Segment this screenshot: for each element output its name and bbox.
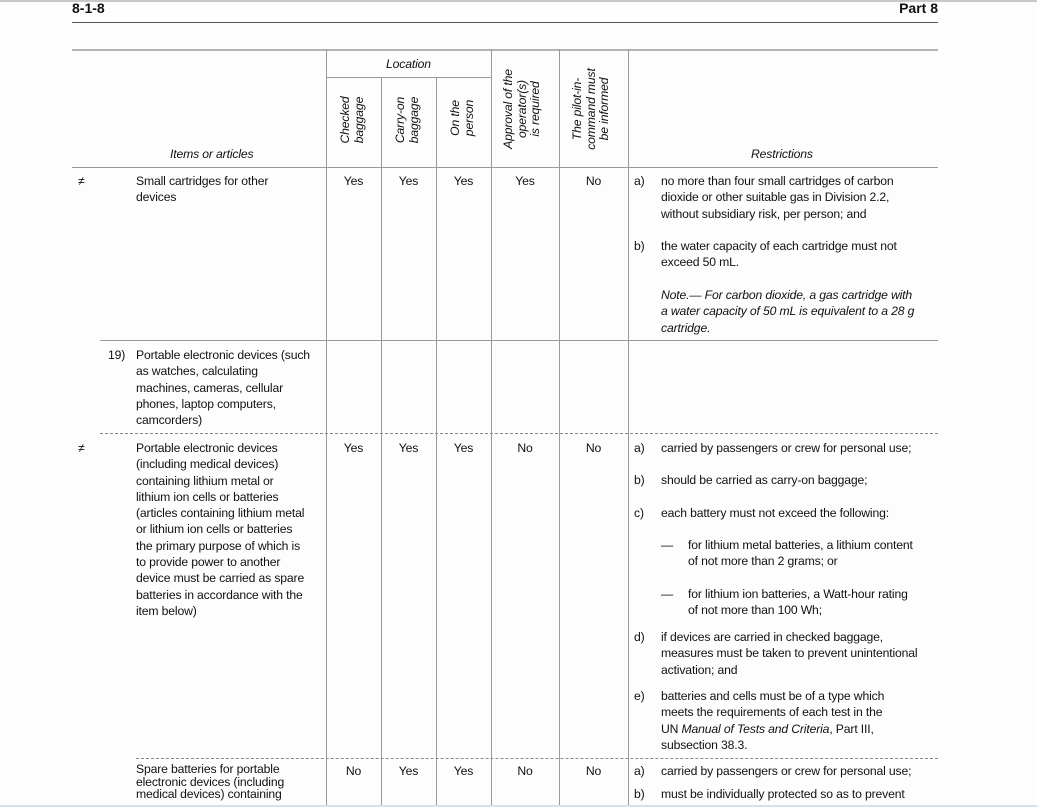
item-name: Spare batteries for portable electronic devices (including medical devices) containing <box>136 762 285 801</box>
pilot-value: No <box>585 441 602 455</box>
approval-value: No <box>517 441 533 455</box>
item-name: Portable electronic devices (such as watches, calculating machines, cameras, cellular phones, laptop computers, camcorders) <box>136 348 310 428</box>
restriction-text: must be individually protected so as to prevent <box>661 787 905 801</box>
approval-value: Yes <box>515 174 535 188</box>
restriction-text: the water capacity of each cartridge must not exceed 50 mL. <box>661 239 897 270</box>
header-on-the-person: On the person <box>448 99 476 137</box>
col-divider <box>326 49 327 805</box>
header-pilot-informed: The pilot-in- command must be informed <box>570 68 611 150</box>
checked-value: Yes <box>343 441 364 455</box>
restriction-label: b) <box>634 787 645 801</box>
header-rule <box>72 22 938 23</box>
restriction-text: no more than four small cartridges of carbon dioxide or other suitable gas in Division 2.2, without subsidiary risk, per person; and <box>661 174 894 221</box>
viewer-top-edge <box>0 0 1037 2</box>
row-dashed-rule <box>136 758 938 759</box>
checked-value: No <box>345 764 362 778</box>
col-divider <box>628 49 629 805</box>
on-person-value: Yes <box>453 441 474 455</box>
on-person-value: Yes <box>453 174 474 188</box>
restriction-label: b) <box>634 239 645 253</box>
on-person-value: Yes <box>453 764 474 778</box>
header-items: Items or articles <box>170 147 254 161</box>
header-bottom-rule <box>72 167 938 168</box>
item-number: 19) <box>108 348 126 362</box>
carry-on-value: Yes <box>398 764 419 778</box>
sub-item-dash: — <box>661 538 674 552</box>
sub-item-text: for lithium metal batteries, a lithium content of not more than 2 grams; or <box>688 538 913 569</box>
restriction-note: Note.— For carbon dioxide, a gas cartridge with a water capacity of 50 mL is equivalent to a 28 g cartridge. <box>661 288 915 335</box>
pilot-value: No <box>585 764 602 778</box>
carry-on-value: Yes <box>398 174 419 188</box>
location-group-rule <box>326 77 491 78</box>
restriction-label: a) <box>634 441 645 455</box>
restriction-label: d) <box>634 630 645 644</box>
sub-item-dash: — <box>661 587 674 601</box>
pilot-value: No <box>585 174 602 188</box>
row-dashed-rule <box>100 433 938 434</box>
amendment-mark: ≠ <box>78 441 85 455</box>
restriction-text: each battery must not exceed the following: <box>661 506 889 520</box>
col-divider <box>491 49 492 805</box>
header-location: Location <box>386 57 431 71</box>
checked-value: Yes <box>343 174 364 188</box>
header-approval-required: Approval of the operator(s) is required <box>501 69 542 149</box>
item-name: Portable electronic devices (including medical devices) containing lithium metal or lithium ion cells or batteries (articles containing lithium metal or lithium ion cells or batteries the primary purpose of which is to provide power to another device must be carried as spare batteries in accordance with the item below) <box>136 441 305 618</box>
restriction-text: carried by passengers or crew for personal use; <box>661 441 912 455</box>
row-rule <box>100 340 938 341</box>
header-checked-baggage: Checked baggage <box>338 96 366 144</box>
table-top-rule <box>72 49 938 51</box>
header-restrictions: Restrictions <box>751 147 813 161</box>
restriction-label: e) <box>634 689 645 703</box>
header-carry-on-baggage: Carry-on baggage <box>393 96 421 144</box>
sub-item-text: for lithium ion batteries, a Watt-hour rating of not more than 100 Wh; <box>688 587 908 618</box>
restriction-label: c) <box>634 506 644 520</box>
restriction-text: should be carried as carry-on baggage; <box>661 473 868 487</box>
col-divider <box>559 49 560 805</box>
approval-value: No <box>517 764 533 778</box>
restriction-label: a) <box>634 174 645 188</box>
restriction-text: batteries and cells must be of a type which meets the requirements of each test in the UN Manual of Tests and Criteria, Part III, subsection 38.3. <box>661 689 885 752</box>
restriction-text: if devices are carried in checked baggage, measures must be taken to prevent unintentional activation; and <box>661 630 918 677</box>
restriction-text: carried by passengers or crew for personal use; <box>661 764 912 778</box>
part-label: Part 8 <box>899 0 938 16</box>
restriction-label: b) <box>634 473 645 487</box>
item-name: Small cartridges for other devices <box>136 174 269 205</box>
section-number: 8-1-8 <box>72 0 105 16</box>
carry-on-value: Yes <box>398 441 419 455</box>
amendment-mark: ≠ <box>78 174 85 188</box>
restriction-label: a) <box>634 764 645 778</box>
